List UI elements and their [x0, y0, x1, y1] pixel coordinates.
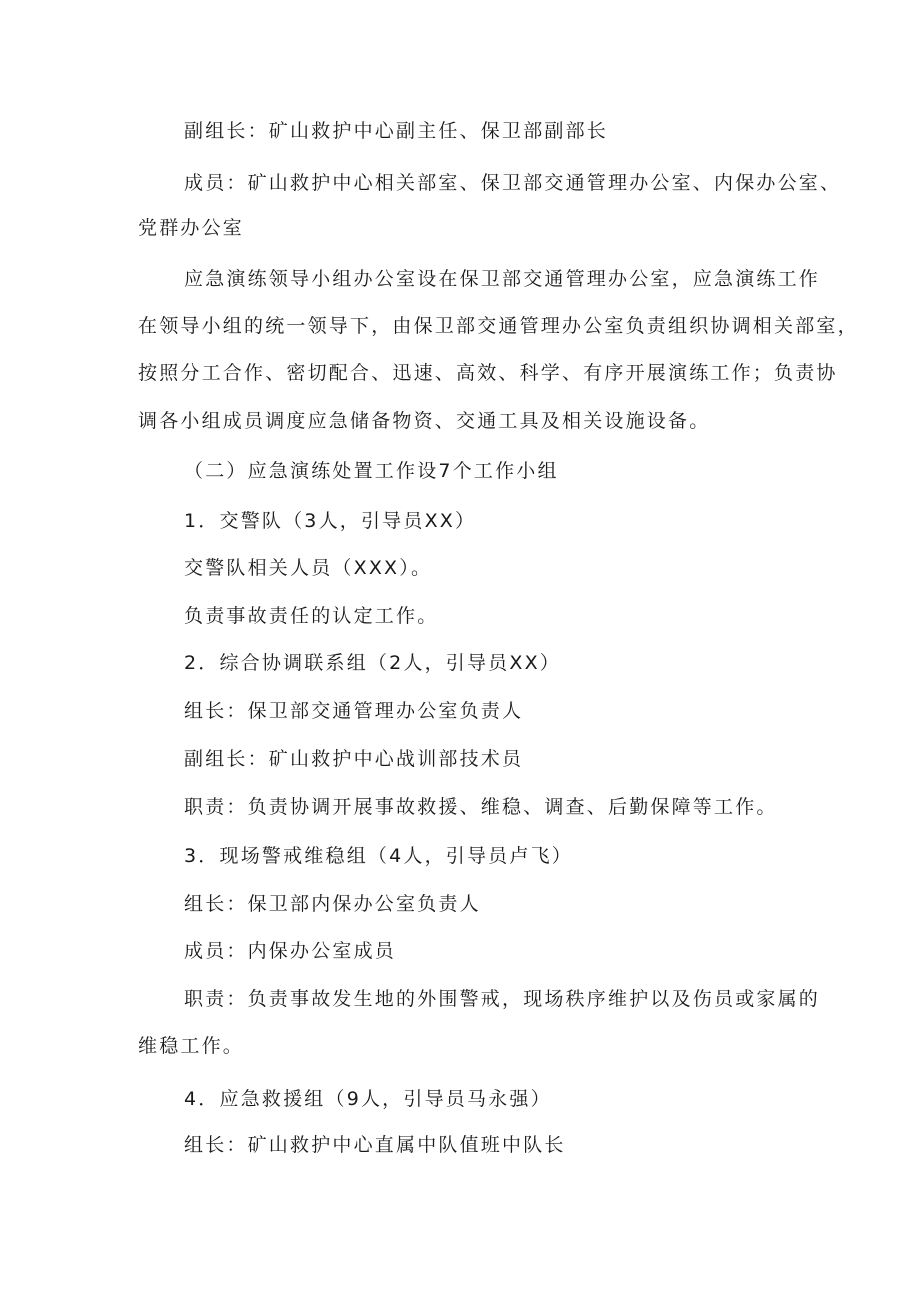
group-4-title: 4．应急救援组（9人，引导员马永强） — [184, 1088, 552, 1110]
group-1-title: 1．交警队（3人，引导员XX） — [184, 510, 477, 532]
group-3-line-2: 成员：内保办公室成员 — [184, 940, 397, 962]
group-2-line-1: 组长：保卫部交通管理办公室负责人 — [184, 700, 524, 722]
section-heading: （二）应急演练处置工作设7个工作小组 — [184, 460, 559, 482]
office-paragraph-line-1: 应急演练领导小组办公室设在保卫部交通管理办公室，应急演练工作 — [184, 268, 821, 290]
office-paragraph-line-4: 调各小组成员调度应急储备物资、交通工具及相关设施设备。 — [138, 410, 711, 432]
group-3-line-1: 组长：保卫部内保办公室负责人 — [184, 893, 481, 915]
office-paragraph-line-3: 按照分工合作、密切配合、迅速、高效、科学、有序开展演练工作；负责协 — [138, 362, 838, 384]
members-line-cont: 党群办公室 — [138, 217, 245, 239]
group-2-title: 2．综合协调联系组（2人，引导员XX） — [184, 652, 562, 674]
group-1-line-1: 交警队相关人员（XXX）。 — [184, 557, 433, 579]
group-2-line-3: 职责：负责协调开展事故救援、维稳、调查、后勤保障等工作。 — [184, 796, 778, 818]
members-line: 成员：矿山救护中心相关部室、保卫部交通管理办公室、内保办公室、 — [184, 172, 842, 194]
group-3-line-3: 职责：负责事故发生地的外围警戒，现场秩序维护以及伤员或家属的 — [184, 988, 821, 1010]
group-1-line-2: 负责事故责任的认定工作。 — [184, 605, 439, 627]
office-paragraph-line-2: 在领导小组的统一领导下，由保卫部交通管理办公室负责组织协调相关部室， — [138, 315, 859, 337]
group-4-line-1: 组长：矿山救护中心直属中队值班中队长 — [184, 1134, 566, 1156]
group-3-title: 3．现场警戒维稳组（4人，引导员卢飞） — [184, 845, 573, 867]
group-3-line-3-cont: 维稳工作。 — [138, 1035, 245, 1057]
group-2-line-2: 副组长：矿山救护中心战训部技术员 — [184, 748, 524, 770]
vice-leader-line: 副组长：矿山救护中心副主任、保卫部副部长 — [184, 120, 609, 142]
